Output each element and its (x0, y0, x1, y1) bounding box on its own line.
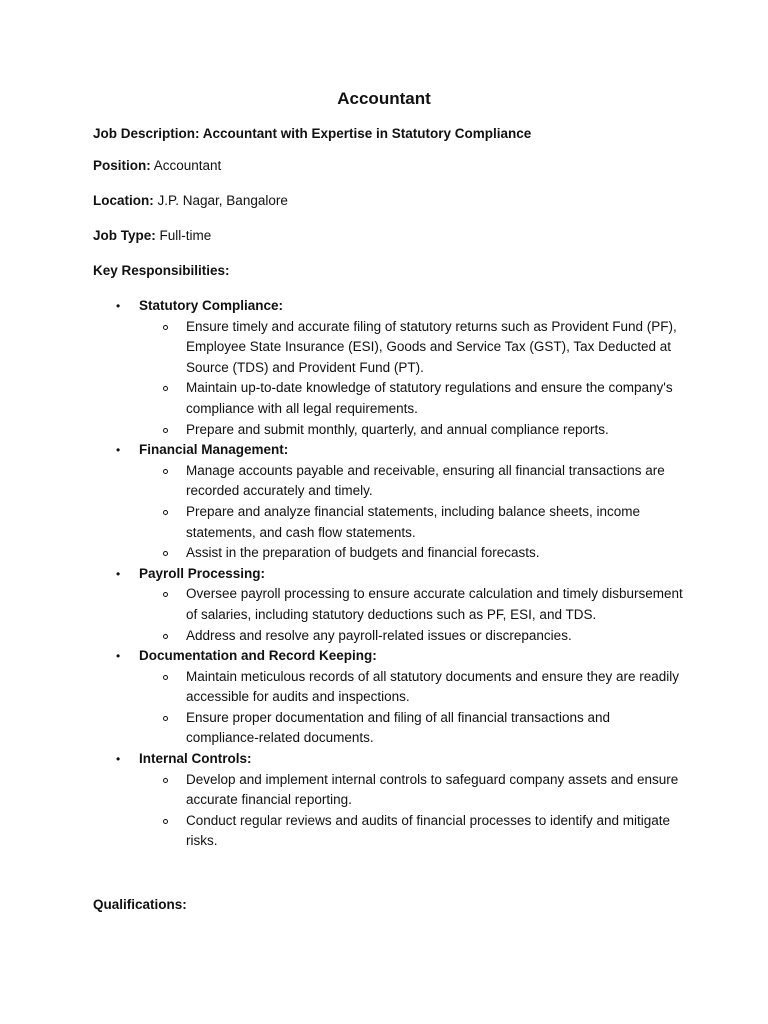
list-item-text: Prepare and analyze financial statements, including balance sheets, income statements, and cash flow statements. (186, 503, 641, 540)
list-item-text: Develop and implement internal controls to safeguard company assets and ensure accurate financial reporting. (186, 771, 679, 808)
circle-bullet-icon (163, 551, 168, 556)
circle-bullet-icon (163, 428, 168, 433)
circle-bullet-icon (163, 469, 168, 474)
circle-bullet-icon (163, 386, 168, 391)
circle-bullet-icon (163, 325, 168, 330)
section-items (139, 667, 683, 749)
section-heading: Payroll Processing: (139, 565, 266, 581)
section-heading: Financial Management: (139, 442, 289, 458)
list-item (139, 461, 683, 502)
job-type-field (93, 226, 211, 246)
list-item (139, 378, 683, 419)
qualifications-heading: Qualifications: (93, 897, 187, 912)
list-item-text: Assist in the preparation of budgets and financial forecasts. (186, 545, 540, 561)
list-item (139, 317, 683, 379)
job-description-subtitle: Job Description: Accountant with Expertise in Statutory Compliance (93, 126, 532, 141)
circle-bullet-icon (163, 778, 168, 783)
circle-bullet-icon (163, 819, 168, 824)
circle-bullet-icon (163, 675, 168, 680)
responsibilities-list (93, 296, 683, 852)
position-value: Accountant (153, 158, 222, 173)
section-items (139, 461, 683, 564)
responsibility-section (93, 749, 683, 852)
list-item (139, 811, 683, 852)
list-item-text: Oversee payroll processing to ensure accurate calculation and timely disbursement of salaries, including statutory deductions such as PF, ESI, and TDS. (186, 586, 683, 622)
location-label: Location: (93, 193, 154, 208)
list-item-text: Conduct regular reviews and audits of financial processes to identify and mitigate risks. (186, 812, 671, 849)
job-type-label: Job Type: (93, 228, 156, 243)
section-heading: Internal Controls: (139, 751, 252, 767)
bullet-icon: • (116, 443, 121, 458)
list-item (139, 502, 683, 543)
bullet-icon: • (116, 299, 121, 313)
responsibility-section (93, 296, 683, 440)
position-field (93, 156, 221, 176)
list-item-text: Ensure proper documentation and filing of all financial transactions and compliance-related documents. (186, 709, 611, 746)
list-item-text: Maintain up-to-date knowledge of statutory regulations and ensure the company's compliance with all legal requirements. (186, 380, 673, 416)
list-item (139, 584, 683, 625)
circle-bullet-icon (163, 716, 168, 721)
list-item-text: Maintain meticulous records of all statutory documents and ensure they are readily accessible for audits and inspections. (186, 668, 680, 705)
key-responsibilities-heading: Key Responsibilities: (93, 263, 230, 278)
list-item (139, 420, 683, 441)
list-item-text: Manage accounts payable and receivable, ensuring all financial transactions are recorded accurately and timely. (186, 462, 665, 499)
bullet-icon: • (116, 752, 121, 767)
bullet-icon: • (116, 649, 121, 664)
location-field (93, 191, 288, 211)
list-item (139, 543, 683, 564)
list-item (139, 667, 683, 708)
list-item (139, 626, 683, 647)
section-items (139, 317, 683, 441)
list-item-text: Ensure timely and accurate filing of statutory returns such as Provident Fund (PF), Employee State Insurance (ESI), Goods and Service Tax (GST), Tax Deducted at Source (TDS) and Provident Fund (PT). (186, 318, 677, 375)
section-items (139, 770, 683, 852)
circle-bullet-icon (163, 634, 168, 639)
list-item (139, 770, 683, 811)
position-label: Position: (93, 158, 151, 173)
responsibility-section (93, 440, 683, 564)
list-item-text: Prepare and submit monthly, quarterly, and annual compliance reports. (186, 421, 609, 437)
location-value: J.P. Nagar, Bangalore (157, 193, 288, 208)
responsibility-section (93, 646, 683, 749)
section-heading: Statutory Compliance: (139, 298, 284, 313)
circle-bullet-icon (163, 592, 168, 597)
section-heading: Documentation and Record Keeping: (139, 648, 377, 664)
job-type-value: Full-time (159, 228, 212, 243)
responsibility-section (93, 564, 683, 646)
section-items (139, 584, 683, 646)
bullet-icon: • (116, 566, 121, 581)
list-item-text: Address and resolve any payroll-related issues or discrepancies. (186, 627, 572, 643)
document-title: Accountant (337, 89, 431, 108)
list-item (139, 708, 683, 749)
circle-bullet-icon (163, 510, 168, 515)
